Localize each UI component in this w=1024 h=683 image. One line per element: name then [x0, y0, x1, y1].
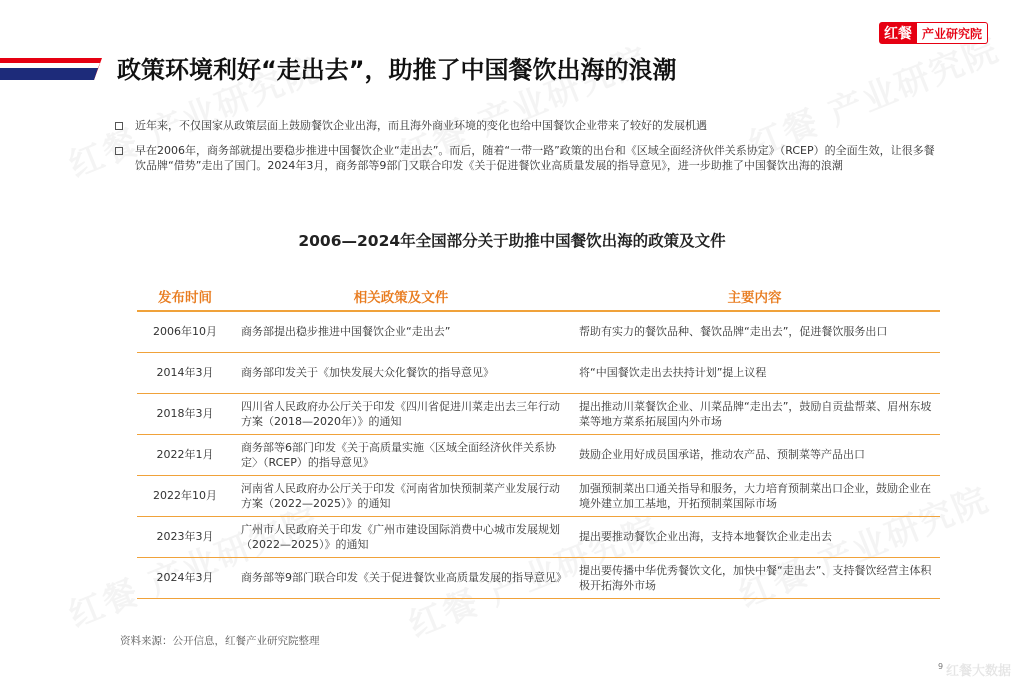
cell-date: 2023年3月: [156, 530, 214, 543]
cell-content: 将“中国餐饮走出去扶持计划”提上议程: [579, 366, 767, 379]
brand-logo: [879, 22, 988, 44]
cell-date: 2022年1月: [156, 448, 214, 461]
cell-content: 加强预制菜出口通关指导和服务，大力培育预制菜出口企业，鼓励企业在境外建立加工基地，开拓预制菜国际市场: [579, 481, 931, 510]
cell-date: 2022年10月: [153, 489, 217, 502]
cell-document: 商务部印发关于《加快发展大众化餐饮的指导意见》: [241, 366, 494, 379]
header-stripe-decoration: [0, 58, 102, 80]
cell-document: 广州市人民政府关于印发《广州市建设国际消费中心城市发展规划（2022—2025）》的通知: [241, 522, 560, 551]
cell-content: 提出要推动餐饮企业出海，支持本地餐饮企业走出去: [579, 530, 832, 543]
page-title: 政策环境利好“走出去”，助推了中国餐饮出海的浪潮: [117, 56, 677, 84]
cell-document: 商务部等9部门联合印发《关于促进餐饮业高质量发展的指导意见》: [241, 571, 567, 584]
cell-date: 2006年10月: [153, 325, 217, 339]
cell-content: 帮助有实力的餐饮品种、餐饮品牌“走出去”，促进餐饮服务出口: [579, 325, 888, 339]
column-header-date: 发布时间: [158, 290, 212, 306]
column-header-document: 相关政策及文件: [353, 290, 449, 306]
bullet-item: [115, 143, 945, 174]
square-bullet-icon: [115, 147, 123, 155]
table-row: [137, 311, 940, 352]
bullet-list: [115, 118, 945, 183]
bullet-text: 早在2006年，商务部就提出要稳步推进中国餐饮企业“走出去”。而后，随着“一带一路”政策的出台和《区域全面经济伙伴关系协定》（RCEP）的全面生效，让很多餐饮品牌“借势”走出了国门。2024年3月，商务部等9部门又联合印发《关于促进餐饮业高质量发展的指导意见》，进一步助推了中国餐饮出海的浪潮: [135, 143, 935, 172]
policy-table: [137, 282, 940, 599]
table-row: [137, 516, 940, 557]
cell-content: 提出要传播中华优秀餐饮文化，加快中餐“走出去”、支持餐饮经营主体积极开拓海外市场: [579, 563, 932, 592]
cell-date: 2018年3月: [156, 407, 214, 420]
square-bullet-icon: [115, 122, 123, 130]
bullet-item: [115, 118, 945, 134]
cell-date: 2014年3月: [156, 366, 214, 379]
cell-content: 提出推动川菜餐饮企业、川菜品牌“走出去”，鼓励自贡盐帮菜、眉州东坡菜等地方菜系拓展国内外市场: [579, 399, 932, 428]
cell-document: 商务部等6部门印发《关于高质量实施〈区域全面经济伙伴关系协定〉（RCEP）的指导意见》: [241, 440, 556, 469]
table-title: 2006—2024年全国部分关于助推中国餐饮出海的政策及文件: [298, 232, 726, 250]
cell-document: 四川省人民政府办公厅关于印发《四川省促进川菜走出去三年行动方案（2018—2020年）》的通知: [241, 399, 560, 428]
cell-content: 鼓励企业用好成员国承诺，推动农产品、预制菜等产品出口: [579, 448, 865, 461]
bottom-watermark: 红餐大数据: [946, 664, 1012, 679]
table-row: [137, 475, 940, 516]
column-header-content: 主要内容: [727, 290, 782, 306]
cell-document: 河南省人民政府办公厅关于印发《河南省加快预制菜产业发展行动方案（2022—2025）》的通知: [241, 481, 560, 510]
logo-mark: 红餐: [879, 22, 917, 44]
table-row: [137, 352, 940, 393]
page-number: 9: [938, 662, 944, 671]
bullet-text: 近年来，不仅国家从政策层面上鼓励餐饮企业出海，而且海外商业环境的变化也给中国餐饮企业带来了较好的发展机遇: [135, 119, 707, 132]
cell-document: 商务部提出稳步推进中国餐饮企业“走出去”: [241, 325, 451, 339]
table-row: [137, 434, 940, 475]
cell-date: 2024年3月: [156, 571, 214, 584]
table-row: [137, 557, 940, 598]
logo-text: 产业研究院: [917, 22, 988, 44]
table-header-row: [137, 282, 940, 311]
source-note: 资料来源：公开信息，红餐产业研究院整理: [120, 635, 320, 647]
table-row: [137, 393, 940, 434]
